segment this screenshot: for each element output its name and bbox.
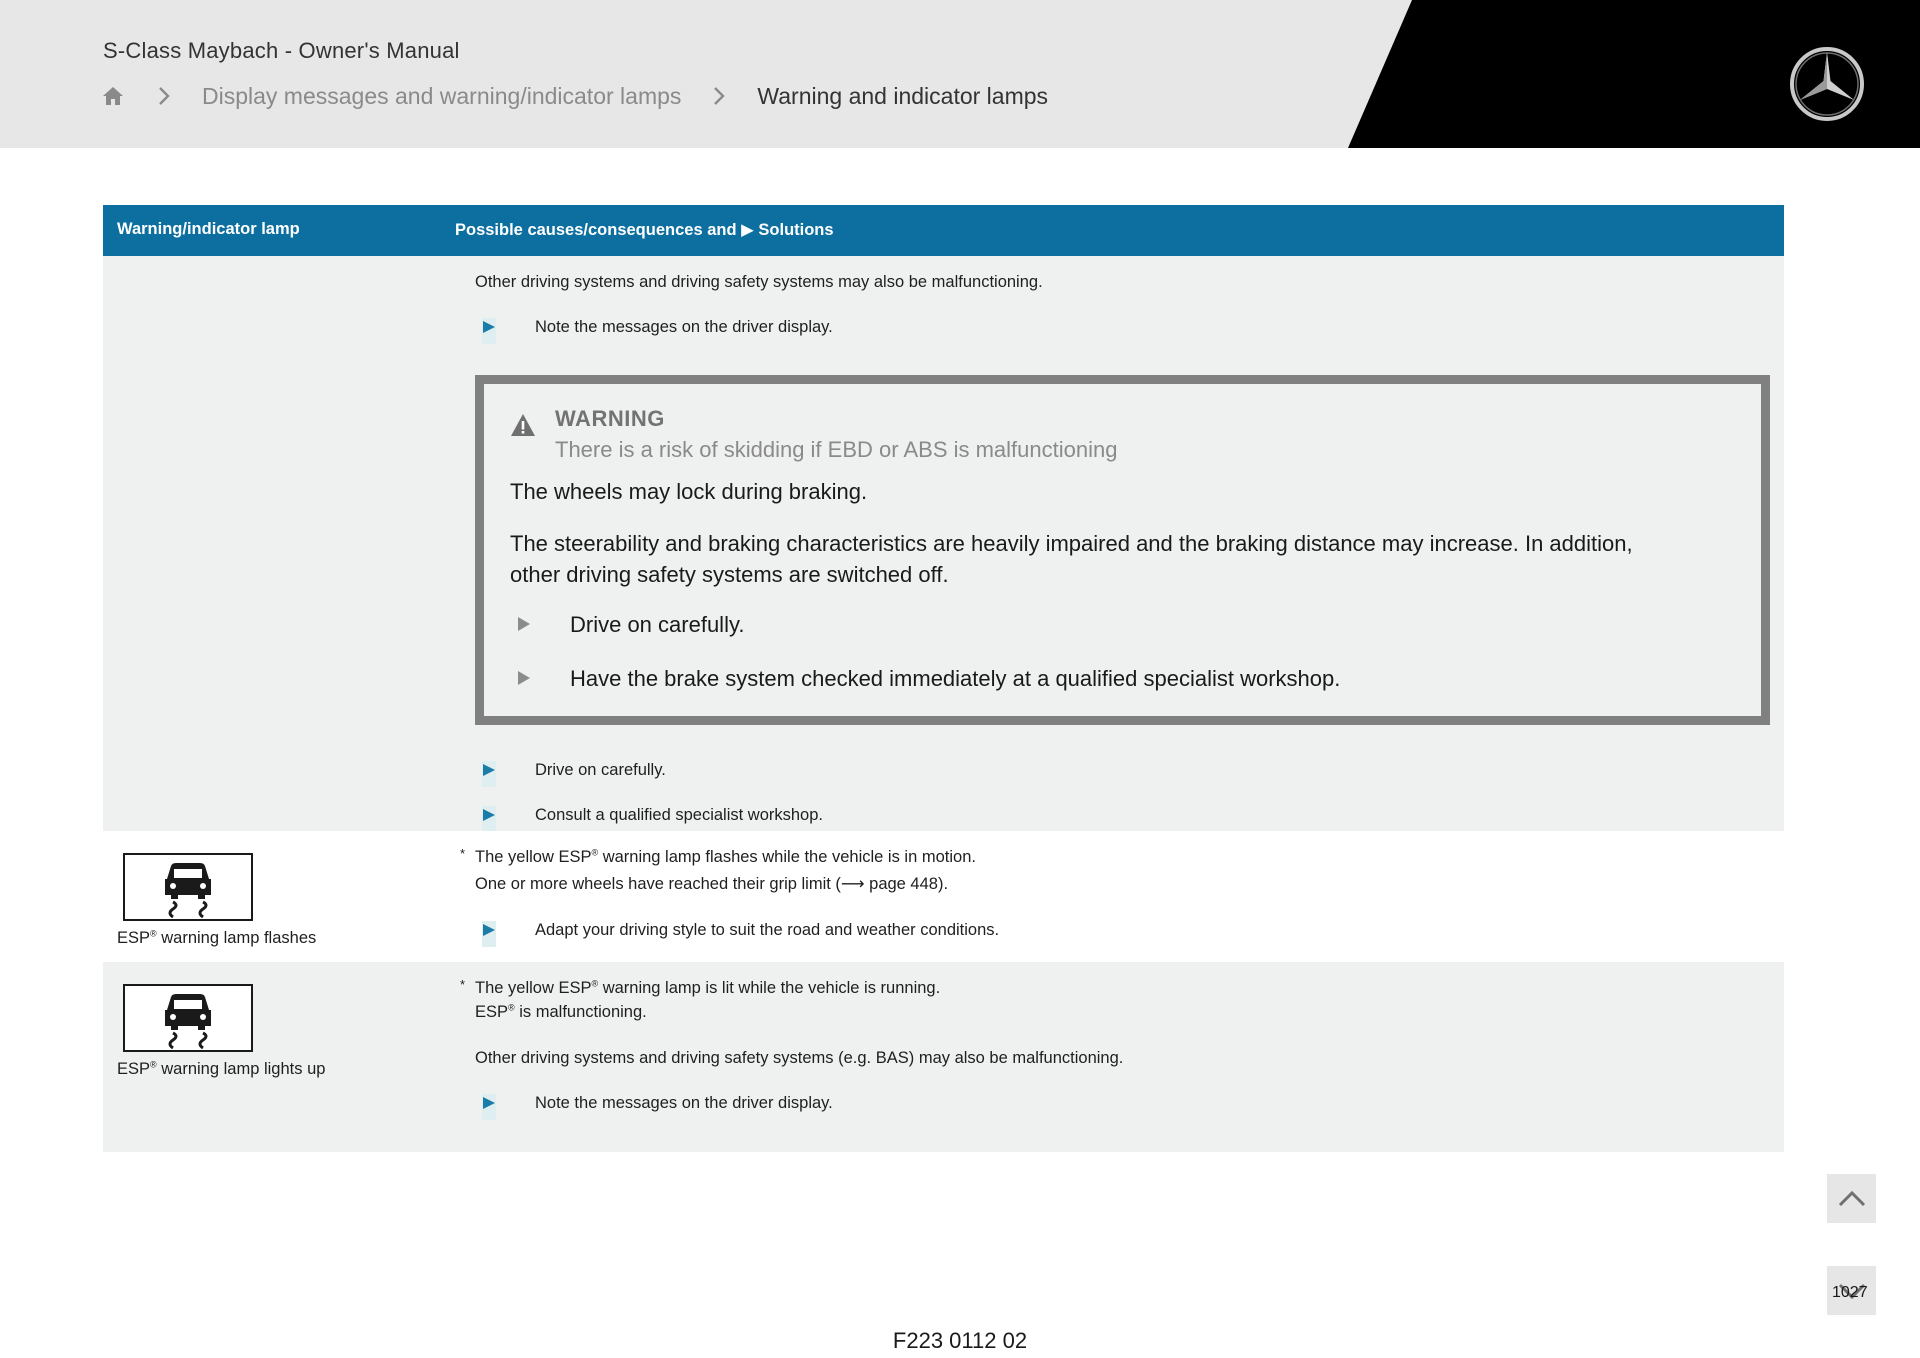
image-reference-code: F223 0112 02 (892, 1328, 1028, 1353)
table-row (103, 831, 1784, 962)
column-header-lamp: Warning/indicator lamp (117, 220, 300, 238)
chevron-right-icon (707, 84, 731, 108)
table-header (103, 205, 1784, 256)
step-text: Drive on carefully. (535, 761, 666, 779)
step-arrow-icon (482, 804, 498, 834)
esp-warning-lamp-icon (123, 853, 253, 921)
home-icon[interactable] (100, 83, 126, 109)
lamp-label: ESP® warning lamp lights up (117, 1059, 326, 1078)
cause-text: ESP® is malfunctioning. (475, 1002, 647, 1021)
row-intro-text: Other driving systems and driving safety systems may also be malfunctioning. (475, 273, 1043, 291)
manual-title: S-Class Maybach - Owner's Manual (103, 38, 460, 63)
warning-paragraph: The steerability and braking characteristics are heavily impaired and the braking distance may increase. In addition, (510, 531, 1633, 556)
footnote-star: * (460, 977, 466, 992)
table-row (103, 256, 1784, 831)
step-text: Note the messages on the driver display. (535, 318, 833, 336)
breadcrumb-item-display-messages[interactable]: Display messages and warning/indicator lamps (202, 82, 682, 109)
step-arrow-icon (482, 316, 498, 346)
scroll-up-button[interactable] (1827, 1174, 1876, 1223)
warning-paragraph: other driving safety systems are switched off. (510, 562, 949, 587)
header-black-panel (0, 0, 1920, 148)
chevron-right-icon (152, 84, 176, 108)
step-text: Adapt your driving style to suit the road and weather conditions. (535, 921, 1000, 939)
esp-warning-lamp-icon (123, 984, 253, 1052)
warning-subtitle: There is a risk of skidding if EBD or ABS is malfunctioning (555, 437, 1118, 462)
table-row (103, 962, 1784, 1152)
step-arrow-icon (482, 1092, 498, 1122)
cause-text: One or more wheels have reached their grip limit (⟶ page 448). (475, 875, 949, 893)
warning-step: Have the brake system checked immediately at a qualified specialist workshop. (570, 666, 1341, 691)
cause-text: The yellow ESP® warning lamp flashes while the vehicle is in motion. (475, 847, 976, 866)
warning-lamps-table (103, 205, 1784, 1152)
warning-box (475, 375, 1770, 725)
breadcrumb-item-current: Warning and indicator lamps (757, 82, 1049, 109)
step-arrow-icon (518, 671, 530, 685)
step-text: Consult a qualified specialist workshop. (535, 806, 823, 824)
step-text: Note the messages on the driver display. (535, 1094, 833, 1112)
warning-title: WARNING (555, 406, 665, 431)
cause-text: Other driving systems and driving safety systems (e.g. BAS) may also be malfunctioning. (475, 1049, 1124, 1067)
mercedes-star-logo (1788, 45, 1866, 123)
footnote-star: * (460, 846, 466, 861)
warning-step: Drive on carefully. (570, 612, 745, 637)
warning-triangle-icon (510, 413, 536, 437)
chevron-up-icon (1837, 1189, 1867, 1209)
step-arrow-icon (482, 759, 498, 789)
column-header-causes: Possible causes/consequences and ▶ Solutions (455, 221, 834, 239)
warning-paragraph: The wheels may lock during braking. (510, 479, 868, 504)
page-header (0, 0, 1920, 148)
step-arrow-icon (482, 919, 498, 949)
lamp-label: ESP® warning lamp flashes (117, 928, 317, 947)
page-number: 1027 (1832, 1284, 1868, 1301)
breadcrumb (100, 80, 1048, 112)
step-arrow-icon (518, 617, 530, 631)
cause-text: The yellow ESP® warning lamp is lit while the vehicle is running. (475, 978, 941, 997)
